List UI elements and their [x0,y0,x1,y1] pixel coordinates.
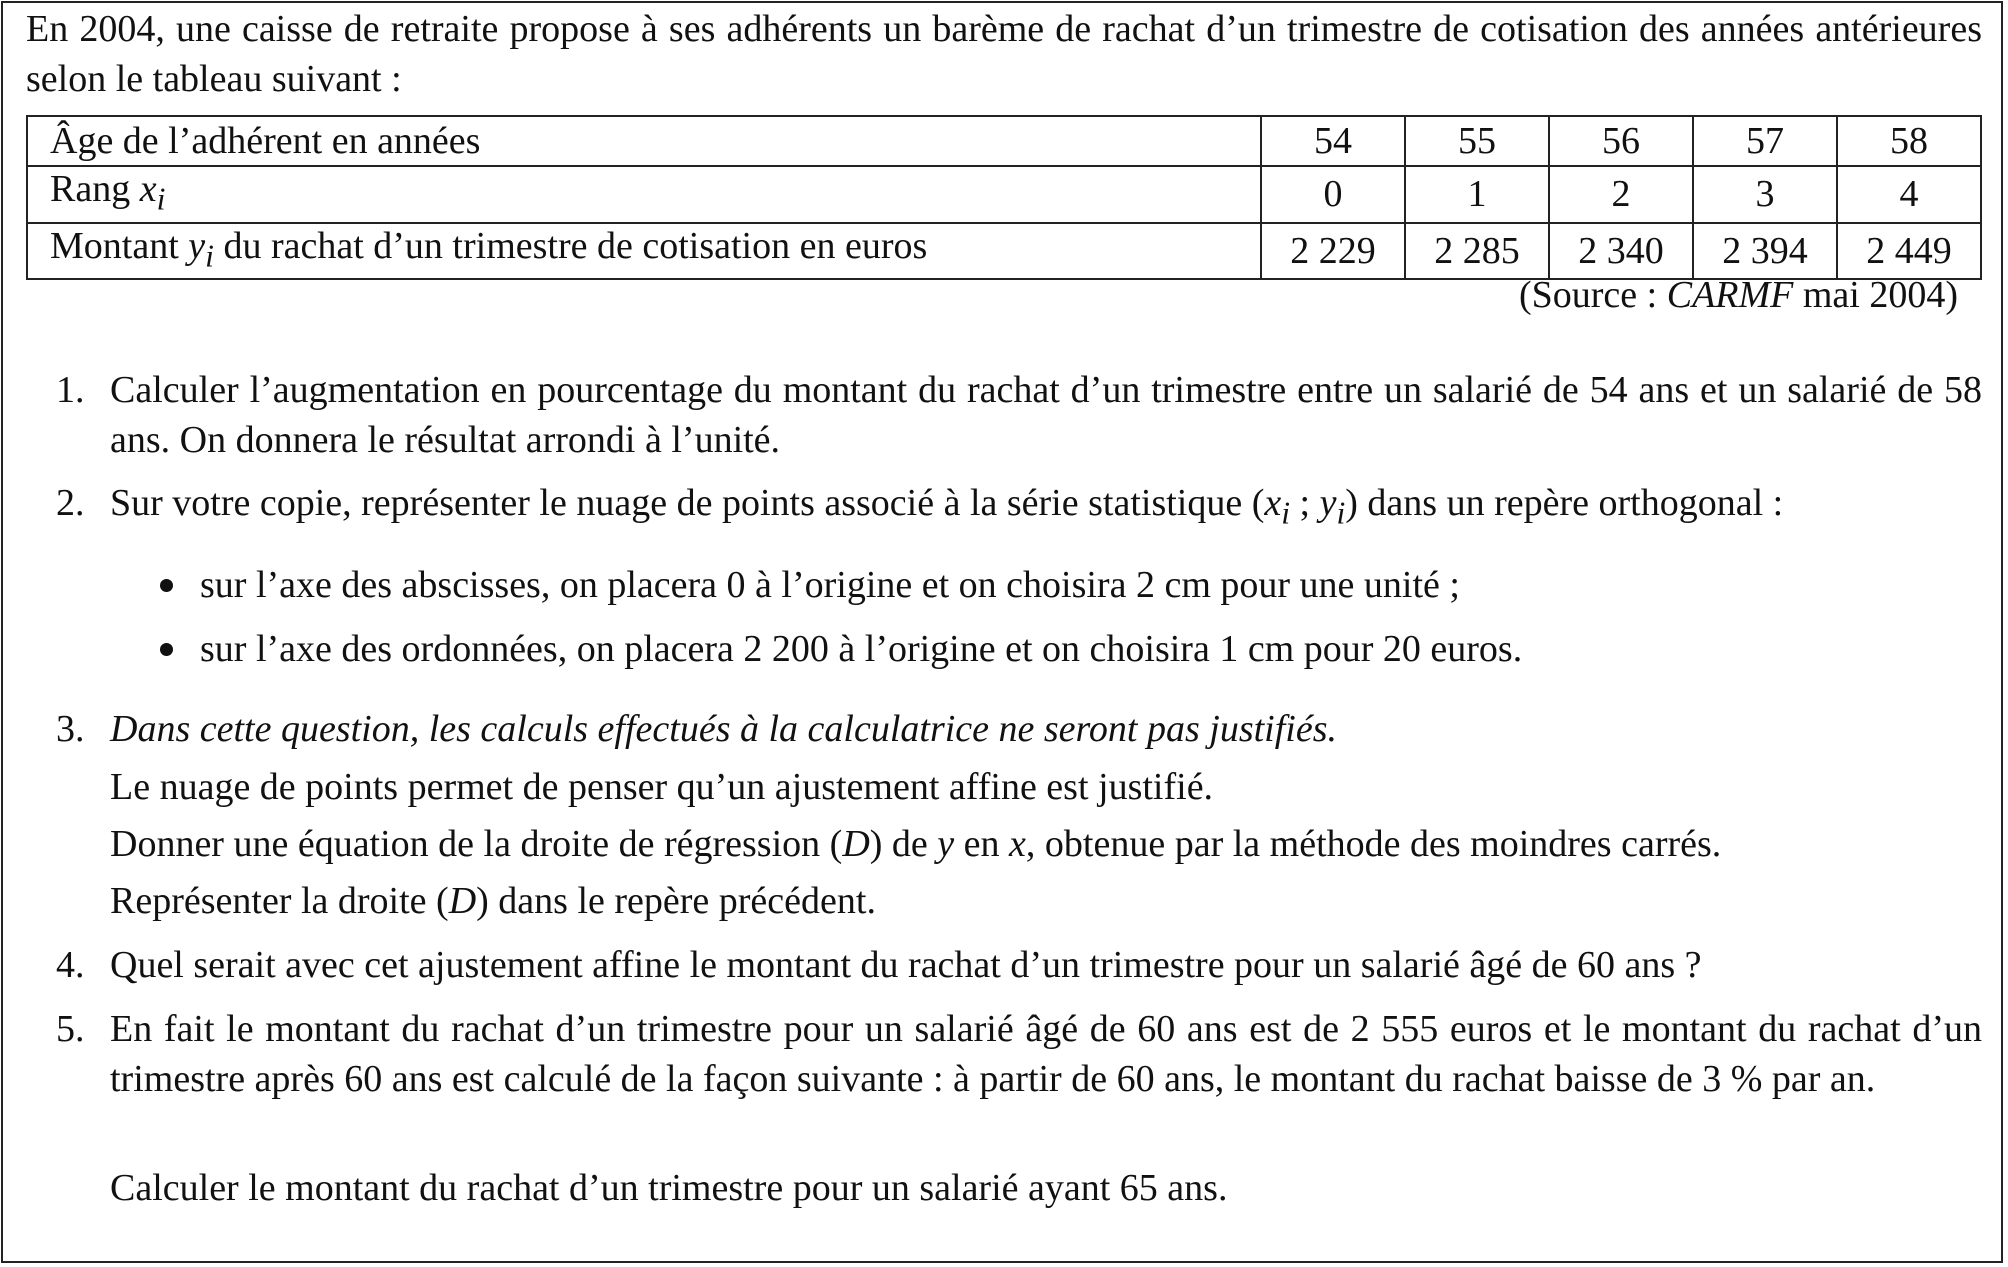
table-cell: 56 [1549,116,1693,166]
text-part: Donner une équation de la droite de régression ( [110,823,843,865]
question-text [110,876,876,926]
variable-y: y [1319,482,1337,524]
row-label-age: Âge de l’adhérent en années [27,116,1261,166]
question-text: Le nuage de points permet de penser qu’un ajustement affine est justifié. [110,766,1214,808]
question-text: Calculer le montant du rachat d’un trimestre pour un salarié ayant 65 ans. [110,1167,1228,1209]
variable-y: y [188,224,206,267]
table-row-rank [27,166,1981,223]
variable-d: D [448,880,477,922]
label-text: Montant [50,224,189,267]
table-cell: 2 [1549,166,1693,223]
table-cell: 0 [1261,166,1405,223]
question-text [110,478,1982,539]
table-cell: 2 340 [1549,223,1693,280]
question-text: En fait le montant du rachat d’un trimestre pour un salarié âgé de 60 ans est de 2 555 euros et le montant du rachat d’un trimestre après 60 ans est calculé de la façon suivante : à partir de 60 ans, le montant du rachat baisse de 3 % par an. [110,1008,1982,1100]
question-number: 3. [56,708,85,750]
source-text: mai 2004) [1793,274,1958,316]
label-text: du rachat d’un trimestre de cotisation en euros [213,224,928,267]
variable-y: y [937,823,955,865]
table-cell: 2 229 [1261,223,1405,280]
table-cell: 2 394 [1693,223,1837,280]
subscript-i: i [156,181,166,217]
question-text [110,819,1721,869]
text-part: , obtenue par la méthode des moindres carrés. [1025,823,1722,865]
text-part: Représenter la droite ( [110,880,449,922]
table-cell: 54 [1261,116,1405,166]
bullet-dot-icon [160,643,173,656]
intro-paragraph: En 2004, une caisse de retraite propose à ses adhérents un barème de rachat d’un trimestre de cotisation des années antérieures selon le tableau suivant : [26,8,1982,100]
text-part: ) de [869,823,938,865]
label-text: Rang [50,168,140,210]
text-part: en [954,823,1010,865]
table-cell: 4 [1837,166,1981,223]
question-text: Quel serait avec cet ajustement affine le montant du rachat d’un trimestre pour un salarié âgé de 60 ans ? [110,944,1702,986]
row-label-rank [27,166,1261,223]
subscript-i: i [1281,495,1291,531]
bullet-text: sur l’axe des ordonnées, on placera 2 200 à l’origine et on choisira 1 cm pour 20 euros. [200,628,1523,670]
question-number: 1. [56,369,85,411]
source-name: CARMF [1666,274,1794,316]
question-number: 4. [56,944,85,986]
table-cell: 58 [1837,116,1981,166]
table-cell: 2 285 [1405,223,1549,280]
variable-x: x [1264,482,1282,524]
table-cell: 1 [1405,166,1549,223]
bullet-text: sur l’axe des abscisses, on placera 0 à l’origine et on choisira 2 cm pour une unité ; [200,564,1460,606]
source-text: (Source : [1518,274,1667,316]
table-cell: 57 [1693,116,1837,166]
text-part: Sur votre copie, représenter le nuage de points associé à la série statistique ( [110,482,1265,524]
text-part: ) dans le repère précédent. [476,880,876,922]
row-label-amount [27,223,1261,280]
variable-d: D [842,823,870,865]
subscript-i: i [205,238,214,274]
variable-x: x [139,168,157,210]
table-cell: 3 [1693,166,1837,223]
text-part: ; [1290,482,1320,524]
question-text: Calculer l’augmentation en pourcentage du montant du rachat d’un trimestre entre un salarié de 54 ans et un salarié de 58 ans. On donnera le résultat arrondi à l’unité. [110,369,1982,461]
variable-x: x [1009,823,1026,865]
question-instruction: Dans cette question, les calculs effectués à la calculatrice ne seront pas justifiés. [110,708,1338,750]
table-cell: 55 [1405,116,1549,166]
source-note [1519,270,1958,320]
question-number: 5. [56,1008,85,1050]
subscript-i: i [1336,495,1346,531]
text-part: ) dans un repère orthogonal : [1345,482,1784,524]
table-row-age [27,116,1981,166]
bullet-dot-icon [160,579,173,592]
buyback-table [26,115,1982,280]
question-number: 2. [56,482,85,524]
table-cell: 2 449 [1837,223,1981,280]
